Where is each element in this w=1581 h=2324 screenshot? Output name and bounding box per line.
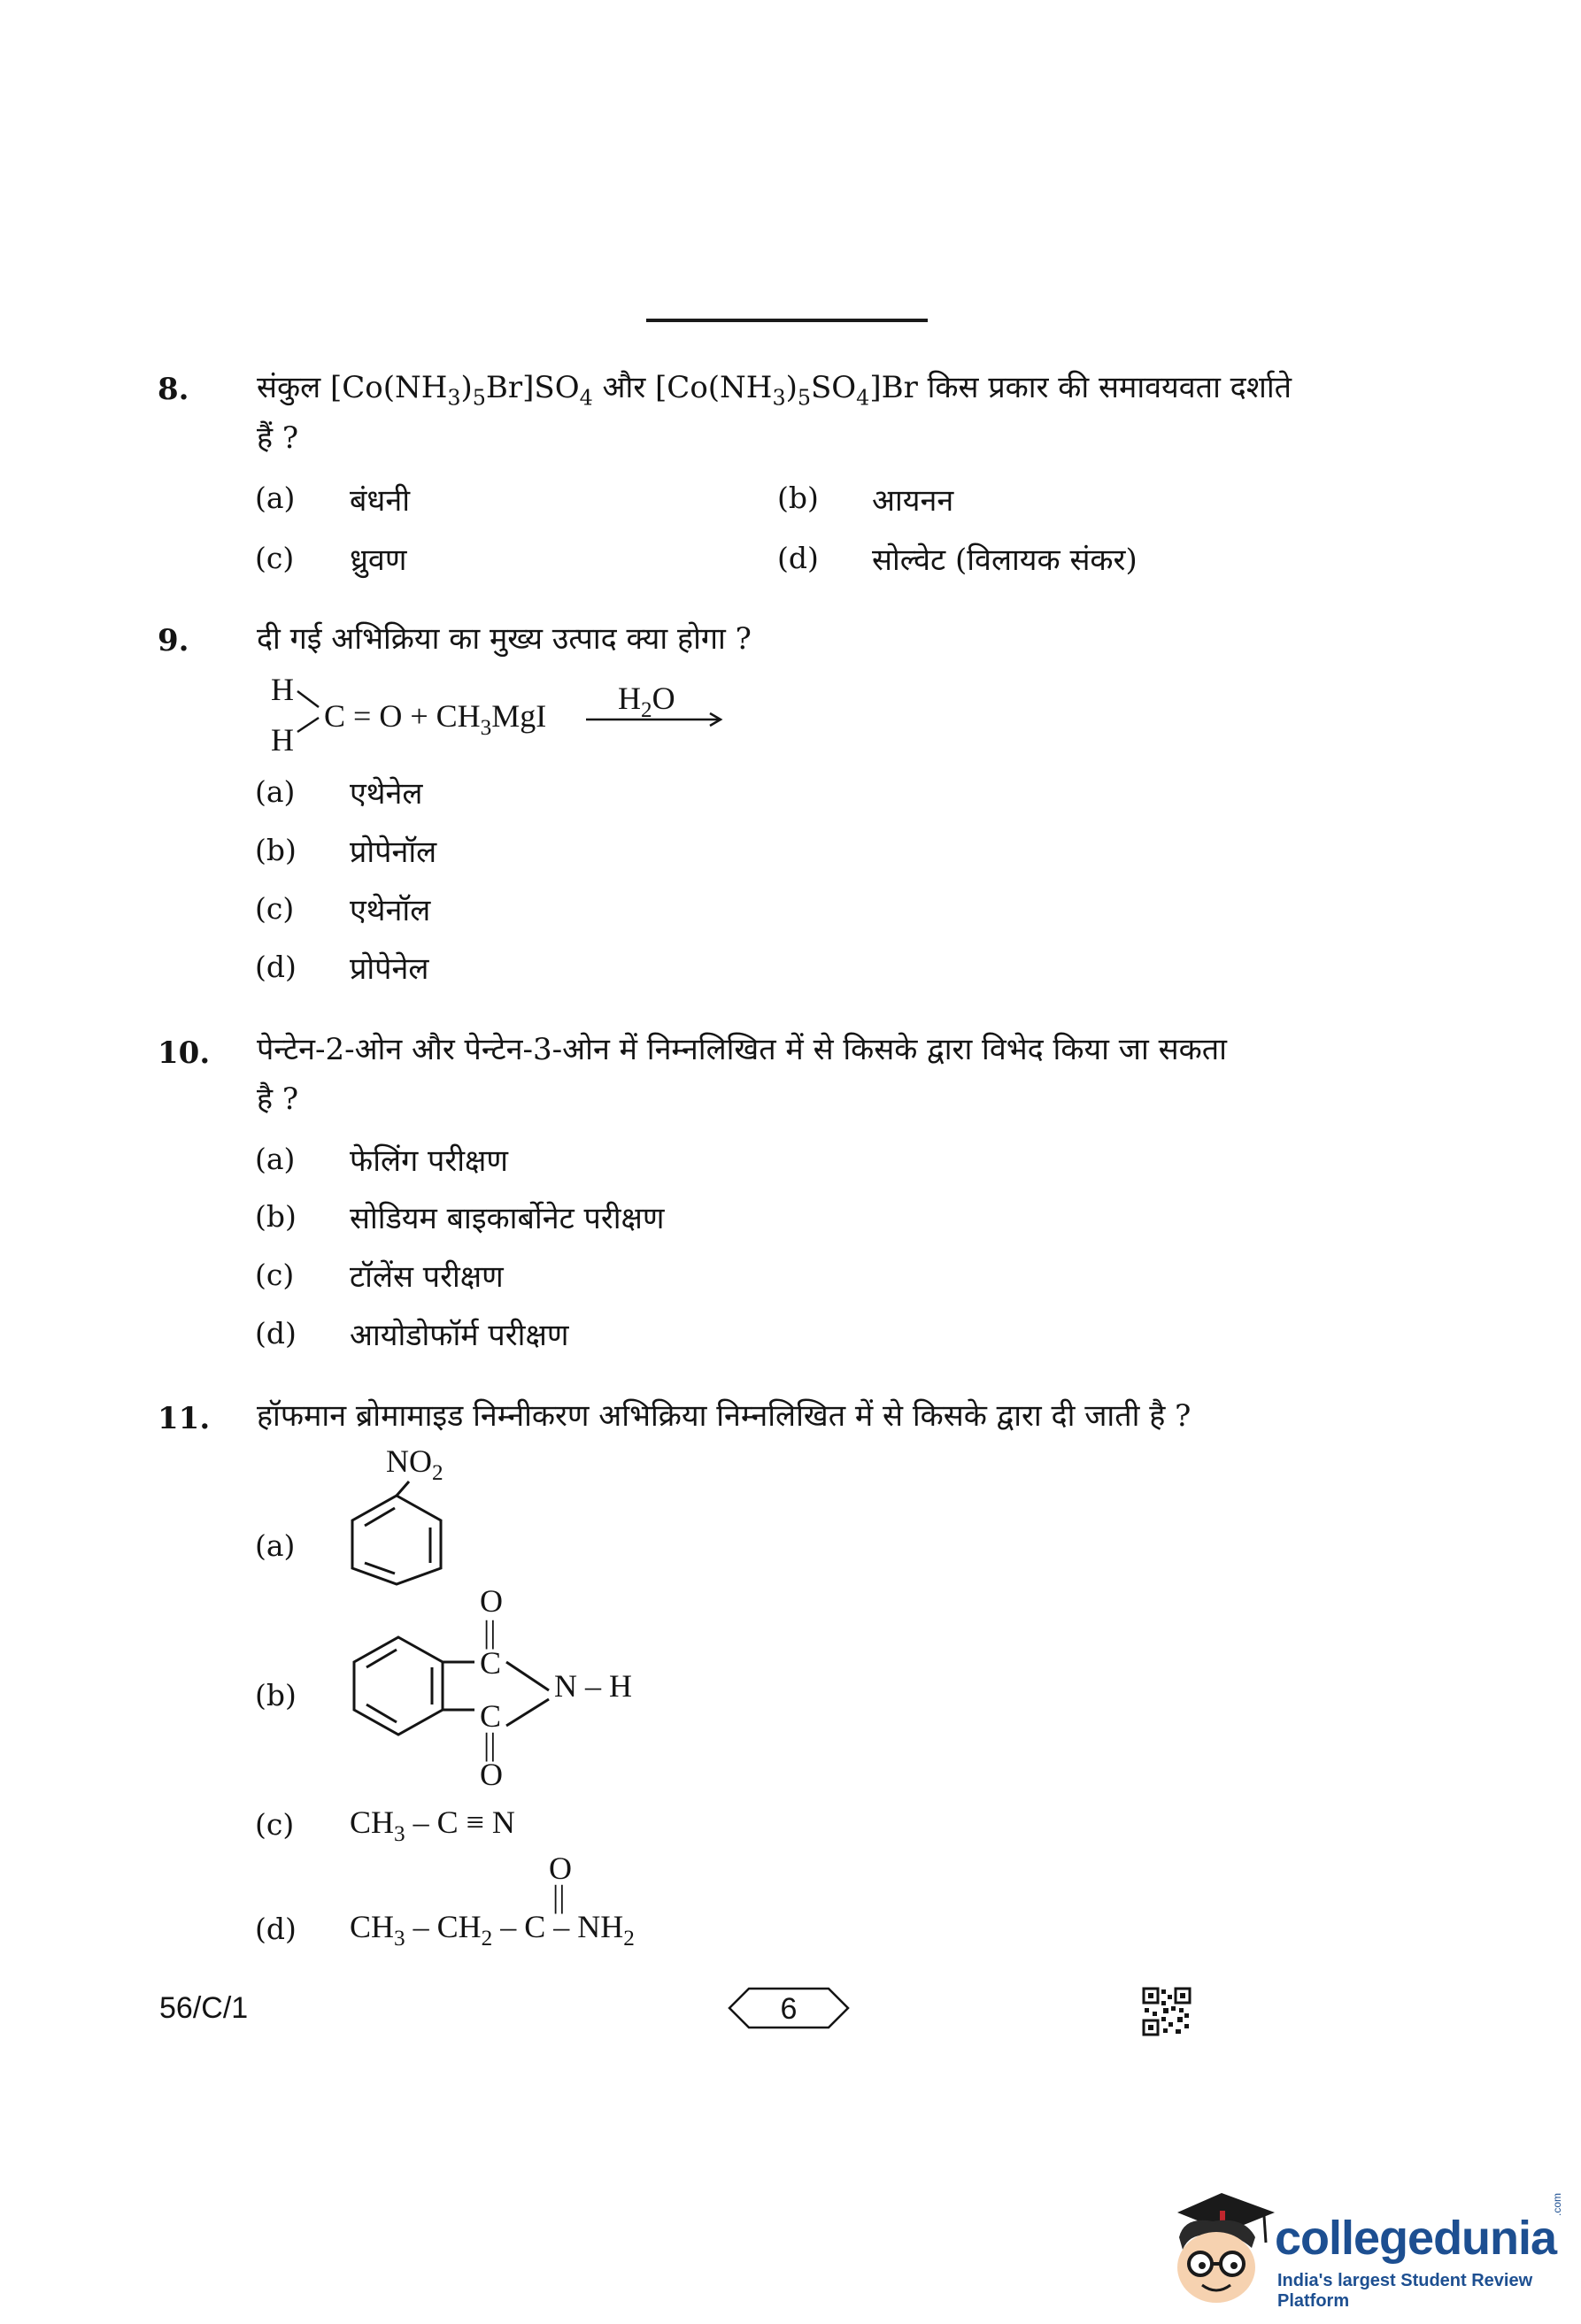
- double-bond-bottom: ||: [483, 1727, 497, 1762]
- carbonyl-oxygen-top: O: [480, 1583, 503, 1619]
- carbonyl-oxygen-bottom: O: [480, 1757, 503, 1792]
- top-rule: [646, 319, 928, 322]
- brand-name: collegedunia: [1275, 2212, 1557, 2265]
- option-text: प्रोपेनॉल: [350, 835, 437, 870]
- amide-double-bond: ||: [552, 1879, 566, 1914]
- propanamide-formula: $CH_3 - CH_2$ – C – $NH_2$: [350, 1909, 635, 1951]
- option-text: फेलिंग परीक्षण: [350, 1143, 509, 1179]
- carbonyl-carbon-top: C: [480, 1645, 502, 1681]
- option-label: (d): [255, 1912, 297, 1946]
- option-text: एथेनॉल: [350, 893, 431, 928]
- paper-code: 56/C/1: [159, 1991, 249, 2025]
- nitro-group-label: $NO_2$: [386, 1443, 443, 1485]
- option-label: (a): [255, 481, 296, 515]
- reaction-h-bottom: H: [271, 722, 294, 758]
- option-label: (c): [255, 541, 295, 575]
- reaction-h-top: H: [271, 672, 294, 707]
- option-text: आयोडोफॉर्म परीक्षण: [350, 1318, 569, 1353]
- page-number: 6: [780, 1992, 798, 2026]
- option-label: (a): [255, 774, 296, 809]
- phthalimide-ring-icon: [345, 1628, 496, 1752]
- option-label: (c): [255, 1258, 295, 1292]
- imide-bond-lines: [505, 1655, 558, 1735]
- option-text: आयनन: [872, 483, 954, 519]
- question-number: 11.: [158, 1401, 211, 1436]
- question-text: हॉफमान ब्रोमामाइड निम्नीकरण अभिक्रिया निम्नलिखित में से किसके द्वारा दी जाती है ?: [257, 1398, 1192, 1434]
- option-label: (b): [255, 833, 297, 867]
- question-number: 8.: [158, 372, 189, 407]
- imide-nh: N – H: [554, 1668, 632, 1704]
- carbonyl-carbon-bottom: C: [480, 1698, 502, 1734]
- option-label: (d): [255, 1316, 297, 1351]
- brand-tagline: India's largest Student Review Platform: [1277, 2271, 1533, 2311]
- reaction-bond-lines: [296, 686, 328, 739]
- option-label: (d): [777, 541, 819, 575]
- question-text: संकुल $[Co(NH_3)_5Br]SO_4$ और $[Co(NH_3)_5SO_4]Br$ किस प्रकार की समावयवता दर्शाते: [257, 370, 1292, 411]
- amide-oxygen: O: [549, 1851, 572, 1886]
- question-text: पेन्टेन-2-ओन और पेन्टेन-3-ओन में निम्नलिखित में से किसके द्वारा विभेद किया जा सकता: [257, 1032, 1227, 1067]
- double-bond-top: ||: [483, 1614, 497, 1650]
- brand-dotcom: .com: [1551, 2192, 1563, 2216]
- question-text-line2: है ?: [257, 1081, 299, 1117]
- option-text: सोडियम बाइकार्बोनेट परीक्षण: [350, 1201, 665, 1236]
- option-label: (a): [255, 1528, 296, 1563]
- option-label: (b): [255, 1199, 297, 1234]
- option-text: टॉलेंस परीक्षण: [350, 1259, 504, 1295]
- question-text: दी गई अभिक्रिया का मुख्य उत्पाद क्या होगा ?: [257, 621, 752, 657]
- question-number: 10.: [158, 1035, 211, 1071]
- mascot-logo-icon: [1160, 2186, 1284, 2310]
- benzene-ring-icon: [345, 1478, 456, 1589]
- question-number: 9.: [158, 623, 189, 658]
- option-label: (c): [255, 1807, 295, 1842]
- qr-code-icon: [1142, 1987, 1192, 2036]
- option-label: (d): [255, 950, 297, 984]
- option-text: प्रोपेनेल: [350, 951, 429, 987]
- option-text: बंधनी: [350, 483, 410, 519]
- option-text: सोल्वेट (विलायक संकर): [872, 543, 1138, 578]
- option-label: (c): [255, 891, 295, 926]
- option-label: (a): [255, 1142, 296, 1176]
- option-text: एथेनेल: [350, 776, 423, 812]
- option-label: (b): [777, 481, 819, 515]
- reaction-arrow-icon: [584, 708, 726, 731]
- reaction-main: $C = O + CH_3MgI$: [324, 698, 547, 740]
- option-label: (b): [255, 1678, 297, 1712]
- question-text-line2: हैं ?: [257, 420, 299, 456]
- reaction-arrow-label: $H_2O$: [618, 681, 675, 722]
- acetonitrile-formula: $CH_3 - C \equiv N$: [350, 1805, 515, 1846]
- option-text: ध्रुवण: [350, 543, 407, 578]
